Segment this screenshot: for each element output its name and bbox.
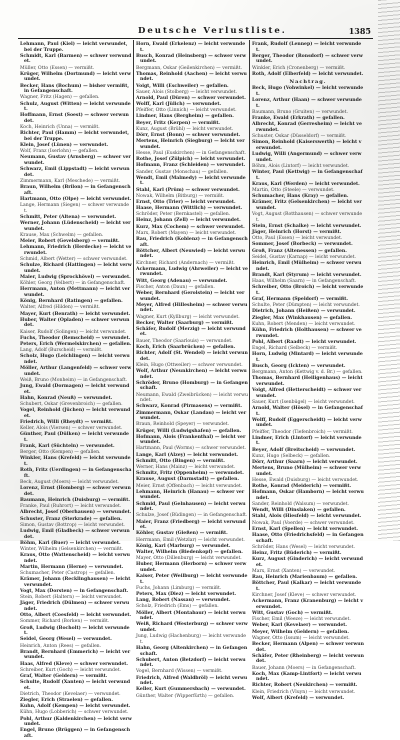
list-entry: Wolf, Arthur (Neunkirchen) — leicht verwundet. xyxy=(136,369,247,380)
section-subheading: Nachtrag. xyxy=(289,79,327,86)
list-entry: Koch, Max (Kamp-Lintfort) — leicht verwundet. xyxy=(252,671,362,683)
list-entry: Winkler, Erich (Cronenberg) — vermißt. xyxy=(252,65,346,71)
list-entry: Witt, Georg (Adenau) — verwundet. xyxy=(136,278,228,284)
list-entry: Richter, Robert (Neukirchen) — vermißt. xyxy=(252,683,358,689)
list-entry: Bauer, Theodor (Saarlouis) — verwundet. xyxy=(136,338,233,344)
list-entry: Simon, Reinhold (Kaiserswerth) — leicht verwundet. xyxy=(252,140,362,151)
list-entry: Lange, Karl (Alzey) — leicht verwundet. xyxy=(136,452,239,458)
list-entry: Peters, Max (Diez) — leicht verwundet. xyxy=(136,592,237,597)
list-entry: Böhm, Alois (Lintorf) — leicht verwundet. xyxy=(252,163,350,169)
list-entry: Horn, Ewald (Erkelenz) — leicht verwundet. xyxy=(136,42,246,53)
list-entry: Bergmann, Oskar (Geilenkirchen) — vermißt. xyxy=(136,65,242,71)
list-entry: Ackermann, Franz (Kranenburg) — leicht verwundet. xyxy=(252,599,363,610)
list-entry: Schulz, August (Witten) — leicht verwundet. xyxy=(20,101,131,113)
list-entry: Beyer, Adolf (Breitscheid) — verwundet. xyxy=(252,447,356,453)
list-entry: Lehmann, Friedrich (Herdecke) — leicht verwundet. xyxy=(20,245,132,256)
list-entry: Martin, Hermann (Herne) — verwundet. xyxy=(20,564,124,570)
list-entry: Kühn, Hugo (Lobberich) — schwer verwundet. xyxy=(20,710,129,716)
list-entry: König, Karl (Marburg) — verwundet. xyxy=(136,543,231,549)
list-entry: Berger, Theodor (Ronsdorf) — schwer verwundet. xyxy=(252,53,363,65)
list-entry: Schumacher, Peter (Castrop) — gefallen. xyxy=(20,571,116,577)
list-entry: Möller, Albert (Montabaur) — leicht verwundet. xyxy=(136,610,246,622)
list-entry: Witt, Gustav (Goch) — vermißt. xyxy=(252,611,333,616)
list-entry: Wagner, Kurt (Kyllburg) — leicht verwundet. xyxy=(136,314,240,320)
list-entry: Fuchs, Theodor (Remscheid) — verwundet. xyxy=(20,335,131,341)
list-entry: Hesse, Ewald (Duisburg) — leicht verwundet. xyxy=(252,477,359,483)
list-entry: Fuchs, Johann (Limburg) — vermißt. xyxy=(136,585,222,591)
list-entry: Schmitt, Otto (Bingen) — vermißt. xyxy=(136,458,225,464)
list-entry: Busch, Georg (Ickten) — verwundet. xyxy=(252,363,346,369)
list-entry: Hofmann, Alois (Frankenthal) — leicht verwundet. xyxy=(136,434,246,446)
list-entry: Richter, Adolf (St. Wendel) — leicht verwundet. xyxy=(136,351,248,362)
list-entry: Krause, August (Darmstadt) — gefallen. xyxy=(136,477,240,483)
list-entry: Wolf, Albert (Krefeld) — verwundet. xyxy=(252,695,345,701)
list-entry: Vogel, Bernhard (Wissen) — vermißt. xyxy=(136,669,223,675)
list-entry: Ernst, Otto (Trier) — leicht verwundet. xyxy=(136,199,236,205)
list-entry: Winter, Wilhelm (Gelsenkirchen) — vermißt. xyxy=(20,546,124,552)
scan-edge-shadow xyxy=(378,0,400,541)
list-entry: Sommer, Josef (Borbeck) — verwundet. xyxy=(252,242,353,248)
list-entry: Baumann, Bruno (Gruiten) — verwundet. xyxy=(252,109,348,115)
list-entry: Schröder, Hans (Wesel) — leicht verwundet. xyxy=(252,544,355,550)
list-entry: Thomas, Reinhold (Aachen) — leicht verwundet. xyxy=(136,71,247,83)
list-entry: Wagner, Fritz (Hagen) — gefallen. xyxy=(20,95,100,101)
list-entry: Kuhn, Adolf (Kempen) — leicht verwundet. xyxy=(20,704,131,710)
list-entry: Kuhn, Robert (Menden) — leicht verwundet. xyxy=(252,321,356,327)
list-entry: Schumacher, Hans (Kray) — gefallen. xyxy=(252,194,349,200)
list-entry: Kaiser, Peter (Weilburg) — leicht verwundet. xyxy=(136,574,248,585)
list-entry: Marx, Robert (Mayen) — leicht verwundet. xyxy=(136,230,237,236)
page-number: 1385 xyxy=(348,26,371,36)
list-entry: Scholz, Hugo (Leichlingen) — leicht verwundet. xyxy=(20,354,130,365)
list-entry: Jung, Ludwig (Hachenburg) — leicht verwundet. xyxy=(136,634,246,645)
list-entry: Haase, Otto (Friedrichsfeld) — in Gefangenschaft. xyxy=(252,532,364,544)
list-entry: Köhler, Gustav (Gießen) — vermißt. xyxy=(136,531,228,537)
list-entry: Ernst, Karl (Spellen) — leicht verwundet. xyxy=(252,526,359,532)
list-entry: Kirchner, Richard (Andernach) — vermißt. xyxy=(136,260,235,266)
list-entry: Fischer, Anton (Daun) — gefallen. xyxy=(136,284,215,290)
list-entry: Schmitz, Fritz (Oppenheim) — verwundet. xyxy=(136,471,244,477)
list-entry: Beck, Hugo (Vohwinkel) — leicht verwundet. xyxy=(252,86,364,97)
list-entry: Weiß, Bruno (Monheim) — in Gefangenschaft. xyxy=(20,377,128,383)
list-entry: König, Bernhard (Ratingen) — gefallen. xyxy=(20,299,123,305)
list-entry: Mayer, Otto (Dillenburg) — leicht verwundet. xyxy=(136,556,242,562)
list-entry: Böhm, Karl (Buer) — leicht verwundet. xyxy=(20,540,121,546)
list-entry: Kurz, August (Ginderich) — leicht verwundet. xyxy=(252,557,363,568)
list-entry: Otto, Paul (Essen) — leicht verwundet. xyxy=(252,236,343,242)
list-entry: Schuster, Franz (Sterkrade) — gefallen. xyxy=(20,516,122,522)
list-entry: Walter, Wilhelm (Biedenkopf) — gefallen. xyxy=(136,549,243,555)
list-entry: Franke, Paul (Ruhrort) — leicht verwundet. xyxy=(20,504,122,510)
list-entry: Kunz, Hugo (Selbeck) — gefallen. xyxy=(252,453,331,459)
list-entry: Jäger, Friedrich (Dülmen) — schwer verwundet. xyxy=(20,601,130,612)
list-entry: Rothe, Konrad (Meiderich) — vermißt. xyxy=(252,484,352,490)
list-entry: Lindner, Hans (Bergheim) — gefallen. xyxy=(136,114,234,120)
list-entry: Ackermann, Ludwig (Ahrweiler) — leicht verwundet. xyxy=(136,266,248,278)
list-entry: Klein, Hugo (Ottweiler) — schwer verwundet. xyxy=(136,362,243,368)
list-entry: Voigt, Willi (Eschweiler) — gefallen. xyxy=(136,83,229,89)
list-entry: Möller, Arthur (Langenfeld) — schwer verwundet. xyxy=(20,366,132,377)
list-entry: Herrmann, Anton (Mettmann) — leicht verwundet. xyxy=(20,287,131,298)
list-entry: Huber, Hermann (Herborn) — schwer verwundet. xyxy=(136,562,247,573)
list-entry: Richter, Paul (Hamm) — leicht verwundet, bei der Truppe. xyxy=(20,131,129,142)
list-entry: Rau, Heinrich (Marienbaum) — gefallen. xyxy=(252,575,358,581)
list-entry: Krämer, Johann (Recklinghausen) — leicht verwundet. xyxy=(20,577,131,588)
list-entry: Schreiber, Kurt (Goch) — leicht verwundet. xyxy=(20,667,122,673)
page-header xyxy=(18,26,373,39)
list-entry: Engel, Richard (Selbeck) — vermißt. xyxy=(252,345,338,351)
list-entry: Roth, Adolf (Elberfeld) — leicht verwundet. xyxy=(252,71,364,77)
list-entry: Dörr, Arthur (Saarn) — leicht verwundet. xyxy=(252,459,358,465)
list-entry: Mayer, Kurt (Benrath) — leicht verwundet. xyxy=(20,311,131,317)
list-entry: Müller, Otto (Essen) — vermißt. xyxy=(20,65,95,71)
list-entry: Albrecht, Josef (Oberhausen) — verwundet. xyxy=(20,510,132,516)
list-entry: Zimmermann, Oskar (Landau) — leicht verwundet. xyxy=(136,410,247,422)
list-entry: Lorenz, Ernst (Homberg) — schwer verwundet. xyxy=(20,486,131,497)
list-entry: Keller, Kurt (Gummersbach) — verwundet. xyxy=(136,687,246,693)
list-entry: Braun, Wilhelm (Brilon) — in Gefangenschaft. xyxy=(20,185,131,196)
list-entry: Beck, August (Moers) — leicht verwundet. xyxy=(20,480,119,486)
list-entry: Böttcher, Albert (Neuwied) — leicht verwundet. xyxy=(136,248,246,260)
list-entry: Krüger, Willi (Ludwigshafen) — gefallen. xyxy=(136,428,242,434)
list-entry: Schwarz, Konrad (Pirmasens) — vermißt. xyxy=(136,404,242,410)
list-entry: Pfeiffer, Theodor (Tiefenbroich) — vermißt. xyxy=(252,429,353,435)
list-entry: Sommer, Richard (Borken) — vermißt. xyxy=(20,619,110,625)
list-entry: Ziegler, Max (Winkhausen) — gefallen. xyxy=(252,315,353,321)
list-entry: Hoffmann, Ernst (Soest) — schwer verwundet. xyxy=(20,113,129,124)
list-entry: Haas, Wilhelm (Saarn) — in Gefangenschaft. xyxy=(252,279,357,284)
list-entry: Becker, Walter (Saarburg) — vermißt. xyxy=(136,320,234,326)
list-entry: Koch, Erich (Saarbrücken) — gefallen. xyxy=(136,344,236,350)
list-entry: Nowak, Wilhelm (Bitburg) — vermißt. xyxy=(136,193,225,199)
list-entry: Walter, Alfred (Hilden) — vermißt. xyxy=(20,305,100,311)
running-title: Deutsche Verlustliste. xyxy=(138,26,287,36)
list-entry: Schmitt, Peter (Altena) — verwundet. xyxy=(20,214,117,220)
list-entry: Lorenz, Arthur (Haan) — schwer verwundet. xyxy=(252,98,362,109)
column-rule-1 xyxy=(133,40,134,530)
list-entry: Albrecht, Konrad (Gerresheim) — leicht verwundet. xyxy=(252,122,362,133)
list-entry: Brandt, Bernhard (Emmerich) — leicht verwundet. xyxy=(20,649,131,661)
list-entry: Kaiser, Rudolf (Solingen) — leicht verwundet. xyxy=(20,329,127,335)
list-entry: Schmid, Albert (Wetter) — schwer verwundet. xyxy=(20,257,128,263)
list-entry: Klein, Josef (Lünen) — verwundet. xyxy=(20,143,109,149)
list-entry: Dörr, Ernst (Bonn) — schwer verwundet. xyxy=(136,133,241,139)
list-entry: Baumann, Heinrich (Duisburg) — vermißt. xyxy=(20,498,130,503)
list-entry: Dietrich, Theodor (Kevelaer) — verwundet. xyxy=(20,691,121,697)
column-1 xyxy=(20,42,132,739)
list-entry: Roth, Fritz (Uerdingen) — in Gefangenschaft. xyxy=(20,468,132,479)
list-entry: Ludwig, Willi (Angermund) — schwer verwundet. xyxy=(252,152,362,163)
list-entry: Hofmann, Franz (Schleiden) — verwundet. xyxy=(136,163,246,169)
list-entry: Bauer, Johann (Moers) — in Gefangenschaft. xyxy=(252,665,356,671)
list-entry: Klein, Friedrich (Vluyn) — leicht verwundet. xyxy=(252,689,356,695)
list-entry: Wendt, Willi (Dinslaken) — gefallen. xyxy=(252,508,346,514)
list-entry: Krüger, Wilhelm (Dortmund) — leicht verwundet. xyxy=(20,71,131,83)
list-entry: Maier, Franz (Friedberg) — leicht verwundet. xyxy=(136,519,246,531)
list-entry: Vogt, Max (Dorsten) — in Gefangenschaft. xyxy=(20,589,129,595)
list-entry: Schulte, Rudolf (Xanten) — leicht verwundet. xyxy=(20,680,131,691)
list-entry: Jäger, Heinrich (Horst) — vermißt. xyxy=(252,230,342,236)
list-entry: Weiß, Richard (Westerburg) — schwer verwundet. xyxy=(136,622,248,633)
list-entry: Sauer, Alois (Stolberg) — leicht verwundet. xyxy=(136,89,237,95)
list-entry: Hofmann, Oskar (Hamborn) — leicht verwundet. xyxy=(252,490,364,501)
list-entry: Sander, Gustav (Monschau) — gefallen. xyxy=(136,169,229,175)
list-entry: Kunz, August (Brühl) — leicht verwundet. xyxy=(136,126,234,132)
list-entry: Huber, Walter (Opladen) — schwer verwundet. xyxy=(20,317,130,329)
column-rule-2 xyxy=(249,40,250,530)
list-entry: Weber, Bernhard (Gerolstein) — leicht verwundet. xyxy=(136,290,245,302)
list-entry: Meyer, Wilhelm (Geldern) — gefallen. xyxy=(252,629,349,635)
list-entry: Schulze, Richard (Hattingen) — leicht verwundet. xyxy=(20,263,132,274)
list-entry: Otto, Albert (Coesfeld) — leicht verwundet. xyxy=(20,613,132,619)
list-entry: Schmidt, Karl (Barmen) — schwer verwundet. xyxy=(20,53,132,65)
list-entry: Köhler, Georg (Velbert) — in Gefangenschaft. xyxy=(20,281,126,287)
list-entry: Mertens, Heinrich (Siegburg) — leicht verwundet. xyxy=(136,139,245,150)
list-entry: Braun, Reinhold (Speyer) — verwundet. xyxy=(136,422,230,428)
list-entry: Schäfer, Rudolf (Merzig) — leicht verwundet. xyxy=(136,326,246,338)
list-entry: Wolf, Franz (Iserlohn) — gefallen. xyxy=(20,149,99,155)
list-entry: Vogel, Reinhold (Jüchen) — leicht verwundet. xyxy=(20,408,131,419)
list-entry: Lehmann, Paul (Kiel) — leicht verwundet, bei der Truppe. xyxy=(20,42,128,53)
list-entry: Arnold, Walter (Hösel) — in Gefangenschaft. xyxy=(252,405,363,417)
list-entry: Scholz, Friedrich (Ems) — gefallen. xyxy=(136,604,219,610)
list-entry: Jung, Ewald (Dormagen) — leicht verwundet. xyxy=(20,384,130,395)
list-entry: Wolff, Rudolf (Eggerscheidt) — leicht verwundet. xyxy=(252,417,362,429)
list-entry: Heinz, Fritz (Büderich) — vermißt. xyxy=(252,550,342,556)
list-entry: Hahn, Georg (Altenkirchen) — in Gefangenschaft. xyxy=(136,645,248,657)
list-entry: Neumann, Ewald (Zweibrücken) — leicht verwundet. xyxy=(136,392,248,404)
list-entry: Lehmann, Heinrich (Hanau) — schwer verwundet. xyxy=(136,489,245,501)
list-entry: Schröder, Peter (Bernkastel) — gefallen. xyxy=(136,212,231,218)
list-entry: Sauer, Kurt (Isenbügel) — leicht verwundet. xyxy=(252,399,355,405)
list-entry: Stahl, Karl (Prüm) — schwer verwundet. xyxy=(136,187,240,193)
list-entry: Seidel, Georg (Wesel) — verwundet. xyxy=(20,637,112,643)
list-entry: Lang, Adolf (Burscheid) — vermißt. xyxy=(20,348,103,354)
list-entry: Kraus, Otto (Wattenscheid) — leicht verwundet. xyxy=(20,553,130,564)
list-entry: Stein, Ernst (Schalke) — leicht verwundet. xyxy=(252,223,362,229)
list-entry: Hahn, Konrad (Neuß) — verwundet. xyxy=(20,395,113,401)
list-entry: Kirchner, Josef (Kleve) — schwer verwundet. xyxy=(252,593,357,599)
list-entry: Vogt, August (Rotthausen) — schwer verwundet. xyxy=(252,212,363,223)
list-entry: Berger, Otto (Kempen) — gefallen. xyxy=(20,450,101,456)
list-entry: Groß, Franz (Altenessen) — gefallen. xyxy=(252,248,347,254)
list-entry: Kraus, Karl (Werden) — leicht verwundet. xyxy=(252,181,360,187)
list-entry: Hartmann, Otto (Olpe) — leicht verwundet. xyxy=(20,196,132,202)
list-entry: Hesse, Paul (Euskirchen) — in Gefangenschaft. xyxy=(136,151,246,156)
list-entry: Rothe, Josef (Zülpich) — leicht verwundet. xyxy=(136,157,246,163)
list-entry: Winter, Paul (Kettwig) — in Gefangenschaft. xyxy=(252,170,363,181)
list-entry: Arnold, Paul (Düren) — schwer verwundet. xyxy=(136,95,246,101)
list-entry: Neumann, Gustav (Arnsberg) — schwer verwundet. xyxy=(20,155,131,166)
list-entry: Schulze, Josef (Büdingen) — in Gefangenschaft. xyxy=(136,513,248,519)
list-entry: Seidel, Gustav (Karnap) — leicht verwundet. xyxy=(252,254,356,260)
list-entry: Heinrich, Anton (Rees) — gefallen. xyxy=(20,643,102,649)
list-entry: Friedrich, Alfred (Waldbröl) — leicht verwundet. xyxy=(136,675,248,687)
list-entry: Beyer, Fritz (Kerpen) — vermißt. xyxy=(136,120,221,126)
list-entry: Becker, Hermann (Alpen) — schwer verwundet. xyxy=(252,641,364,653)
list-entry: Fischer, Emil (Weeze) — leicht verwundet. xyxy=(252,617,351,623)
list-entry: Winkler, Hans (Krefeld) — leicht verwundet. xyxy=(20,456,131,468)
list-entry: Meier, Ernst (Offenbach) — leicht verwundet. xyxy=(136,483,243,489)
list-entry: Schubert, Anton (Betzdorf) — leicht verwundet. xyxy=(136,657,246,669)
list-entry: Heinz, Johann (Zell) — leicht verwundet. xyxy=(136,218,241,224)
list-entry: Kühn, Friedrich (Holthausen) — schwer verwundet. xyxy=(252,327,362,339)
list-entry: Lang, Robert (Nassau) — verwundet. xyxy=(136,598,231,604)
list-entry: Schmid, Paul (Gelnhausen) — leicht verwundet. xyxy=(136,501,246,513)
list-entry: Wagner, Otto (Issum) — leicht verwundet. xyxy=(252,635,350,641)
list-entry: Hartmann, Paul (Worms) — schwer verwundet. xyxy=(136,446,246,452)
list-entry: Mertens, Bruno (Mülheim) — schwer verwundet. xyxy=(252,466,362,477)
list-entry: Rau, Friedrich (Koblenz) — in Gefangenschaft. xyxy=(136,237,248,248)
list-entry: Nowak, Paul (Voerde) — schwer verwundet. xyxy=(252,520,355,526)
list-entry: Schuster, Oskar (Düsseldorf) — vermißt. xyxy=(252,134,347,140)
list-entry: Krause, Max (Schwelm) — gefallen. xyxy=(20,232,104,238)
list-entry: Werner, Johann (Lüdenscheid) — leicht verwundet. xyxy=(20,221,131,232)
list-entry: Heinrich, Emil (Mülheim) — schwer verwundet. xyxy=(252,261,362,272)
list-entry: Schulte, Peter (Dümpten) — leicht verwundet. xyxy=(252,303,360,309)
list-entry: Sander, Reinhold (Walsum) — verwundet. xyxy=(252,502,349,507)
list-entry: Pohl, Albert (Raadt) — leicht verwundet. xyxy=(252,339,357,345)
list-entry: Frank, Rudolf (Lennep) — leicht verwundet. xyxy=(252,42,362,53)
list-entry: Meier, Robert (Gevelsberg) — vermißt. xyxy=(20,239,120,245)
list-entry: Becker, Hans (Bochum) — bisher vermißt, in Gefangenschaft. xyxy=(20,83,129,95)
list-entry: Martin, Otto (Steele) — verwundet. xyxy=(252,187,335,193)
list-entry: Günther, Paul (Dülken) — leicht verwundet. xyxy=(20,432,129,443)
list-entry: Meyer, Alfred (Hillesheim) — schwer verwundet. xyxy=(136,302,248,314)
list-entry: Haase, Hermann (Wittlich) — verwundet. xyxy=(136,206,243,212)
list-entry: Horn, Ludwig (Mintard) — leicht verwundet. xyxy=(252,352,363,363)
list-entry: Lange, Hermann (Siegen) — schwer verwundet. xyxy=(20,203,129,214)
list-entry: Franke, Ewald (Erkrath) — gefallen. xyxy=(252,116,345,122)
list-entry: Schubert, Oskar (Grevenbroich) — gefallen. xyxy=(20,401,123,407)
list-entry: Bergmann, Anton (Kettwig v. d. Br.) — gefallen. xyxy=(252,370,363,376)
list-entry: Voigt, Alfred (Hetterscheidt) — schwer verwundet. xyxy=(252,388,362,399)
list-entry: Böttcher, Paul (Kalkar) — leicht verwundet. xyxy=(252,581,362,592)
list-entry: Zimmermann, Karl (Meschede) — vermißt. xyxy=(20,178,121,184)
list-entry: Marx, Ernst (Xanten) — verwundet. xyxy=(252,568,336,574)
list-entry: Schröder, Bruno (Homburg) — in Gefangenschaft. xyxy=(136,380,248,392)
list-entry: Krämer, Fritz (Gelsenkirchen) — leicht verwundet. xyxy=(252,200,362,211)
list-entry: Kurz, Max (Cochem) — schwer verwundet. xyxy=(136,224,245,230)
list-entry: Brandt, Karl (Styrum) — leicht verwundet. xyxy=(252,272,362,278)
list-entry: Haas, Alfred (Kleve) — schwer verwundet. xyxy=(20,661,129,667)
list-entry: Schwarz, Emil (Lippstadt) — leicht verwundet. xyxy=(20,167,130,178)
list-entry: Thomas, Bernhard (Heiligenhaus) — leicht verwundet. xyxy=(252,376,363,387)
list-entry: Groß, Ludwig (Bocholt) — leicht verwundet. xyxy=(20,625,130,637)
list-entry: Weber, Karl (Kevelaer) — verwundet. xyxy=(252,623,347,629)
list-entry: Peters, Erich (Wermelskirchen) — gefallen. xyxy=(20,341,132,347)
column-3 xyxy=(252,42,364,701)
list-entry: Pohl, Arthur (Kaldenkirchen) — leicht verwundet. xyxy=(20,716,132,728)
list-entry: Schreiber, Otto (Broich) — leicht verwundet. xyxy=(252,285,364,296)
column-2 xyxy=(136,42,248,699)
list-entry: Ziegler, Erich (Straelen) — gefallen. xyxy=(20,698,113,704)
list-entry: Lindner, Erich (Lintorf) — leicht verwundet. xyxy=(252,435,362,447)
list-entry: Graf, Hermann (Speldorf) — vermißt. xyxy=(252,296,349,302)
list-entry: Stahl, Alois (Hiesfeld) — leicht verwundet. xyxy=(252,514,362,520)
list-entry: Wolff, Karl (Jülich) — verwundet. xyxy=(136,102,222,108)
list-entry: Herrmann, Emil (Wetzlar) — leicht verwundet. xyxy=(136,537,245,543)
list-entry: Maier, Ludwig (Sprockhövel) — verwundet. xyxy=(20,275,131,280)
list-entry: Frank, Karl (Süchteln) — verwundet. xyxy=(20,444,115,450)
list-entry: Schäfer, Peter (Rheinberg) — leicht verwundet. xyxy=(252,653,364,665)
list-entry: Pfeiffer, Otto (Linnich) — leicht verwundet. xyxy=(136,108,237,114)
list-entry: Günther, Walter (Wipperfürth) — gefallen. xyxy=(136,693,235,699)
list-entry: Busch, Konrad (Heinsberg) — schwer verwundet. xyxy=(136,53,247,65)
list-entry: Werner, Hans (Mainz) — leicht verwundet. xyxy=(136,465,236,471)
list-entry: Friedrich, Willi (Rheydt) — vermißt. xyxy=(20,419,113,425)
list-entry: Engel, Bruno (Brüggen) — in Gefangenschaft. xyxy=(20,728,131,739)
list-entry: Ludwig, Emil (Gladbeck) — schwer verwundet. xyxy=(20,528,130,540)
list-entry: Stein, Robert (Haltern) — leicht verwundet. xyxy=(20,595,123,601)
list-entry: Graf, Walter (Geldern) — vermißt. xyxy=(20,673,108,679)
list-entry: Dietrich, Johann (Heißen) — verwundet. xyxy=(252,309,356,315)
list-entry: Simon, Gustav (Bottrop) — leicht verwundet. xyxy=(20,522,125,528)
list-entry: Wendt, Emil (Malmedy) — leicht verwundet. xyxy=(136,175,246,187)
list-entry: Koch, Heinrich (Unna) — vermißt. xyxy=(20,125,100,131)
list-entry: Keller, Alois (Viersen) — schwer verwundet. xyxy=(20,426,123,432)
